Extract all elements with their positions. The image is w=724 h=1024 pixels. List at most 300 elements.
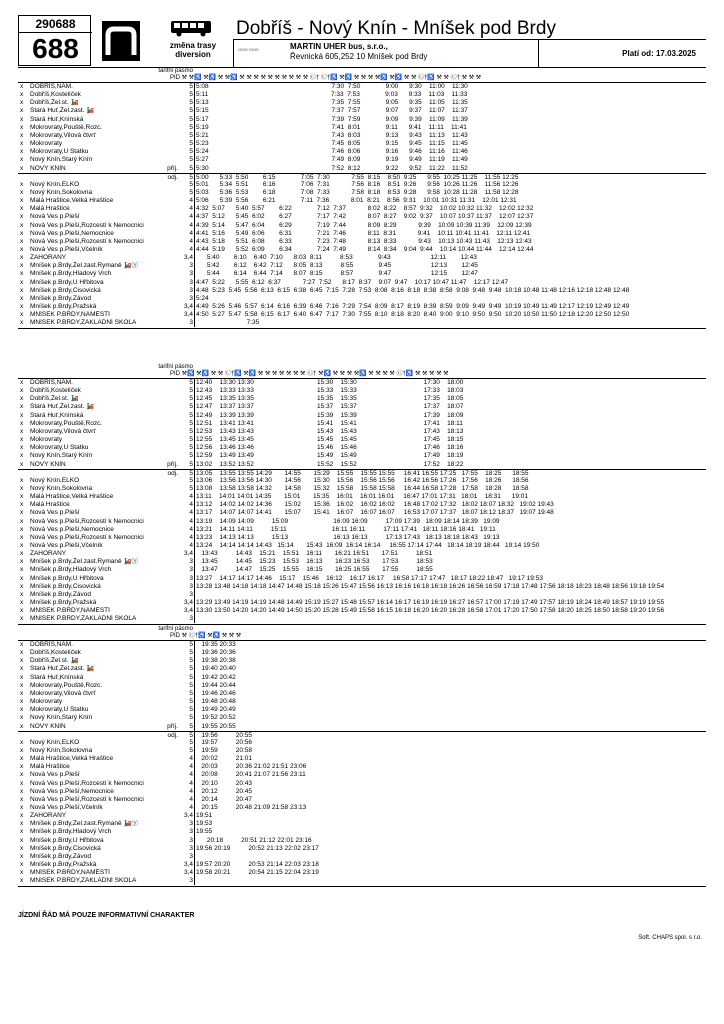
stop-row	[18, 428, 706, 436]
departure-times: 13:02 13:52 13:52 15:52 15:52 17:52 18:22	[196, 460, 464, 468]
stop-row	[18, 591, 706, 599]
stop-row	[18, 828, 706, 836]
stop-row	[18, 690, 706, 698]
departure-times: 13:47 14:47 15:25 15:55 16:15 16:25 16:55 17:55 18:55	[196, 566, 433, 574]
tariff-zone: 5	[189, 164, 193, 172]
service-symbols-header: PID ⚒♿ ⚒♿ ⚒ ⚒ Ⓒ†♿ ⚒♿ ⚒ ⚒ ⚒ ⚒ ⚒ ⚒ ⚒ Ⓒ† ⚒♿ ⚒ ⚒ ⚒ ⚒♿ ⚒ ⚒ ⚒ ⚒ Ⓒ†♿ ⚒ ⚒ ⚒ ⚒ ⚒	[170, 371, 449, 377]
stop-row	[18, 550, 706, 558]
stop-name: Dobříš,Kostelíček	[30, 387, 81, 395]
tariff-zone: 4	[189, 501, 193, 509]
stop-row	[18, 509, 706, 517]
stop-name: Nová Ves p.Pleší	[30, 509, 80, 517]
stop-name: Stará Huť,Žel.zast. 🚂	[30, 665, 95, 673]
request-stop-mark: x	[20, 590, 24, 598]
request-stop-mark: x	[20, 484, 24, 492]
departure-times: 20:12 20:45	[196, 787, 253, 795]
departure-times: 13:28 13:48 14:18 14:18 14:47 14:48 15:18 15:26 15:47 15:56 16:13 16:16 16:18 16:18 16:26 16:56 16:59 17:18 17:48 17:56 18:18 18:23 18:48 18:56 19:18 19:54	[196, 582, 665, 590]
arr-dep-label: příj.	[167, 164, 178, 172]
stop-row	[18, 477, 706, 485]
tariff-zone: 4	[189, 787, 193, 795]
departure-times: 5:42 6:12 6:42 7:12 8:05 8:13 8:55 9:45 12:13 12:45	[196, 262, 478, 270]
stop-row	[18, 723, 706, 731]
stop-row	[18, 837, 706, 845]
stop-row	[18, 788, 706, 796]
departure-times: 4:50 5:27 5:47 5:58 6:15 6:17 6:40 6:47 7:17 7:30 7:55 8:10 8:18 8:20 8:40 9:00 9:10 9:50 9:50 10:20 10:50 11:50 12:18 12:20 12:50 12:50	[196, 311, 630, 319]
stop-row	[18, 861, 706, 869]
departure-times: 5:19 7:41 8:01 9:11 9:41 11:11 11:41	[196, 123, 467, 131]
departure-times: 19:46 20:46	[196, 689, 236, 697]
tariff-zone: 5	[189, 673, 193, 681]
stop-row	[18, 420, 706, 428]
request-stop-mark: x	[20, 91, 24, 99]
stop-name: Mokrovraty,Vilová čtvrť	[30, 689, 96, 697]
stop-row	[18, 379, 706, 387]
tariff-zone: 5	[189, 99, 193, 107]
departure-times: 5:40 6:10 6:40 7:10 8:03 8:11 8:53 9:43 12:11 12:43	[196, 254, 477, 262]
carrier-name: MARTIN UHER bus, s.r.o.,	[290, 42, 388, 51]
tariff-zone: 5	[189, 379, 193, 386]
departure-times: 5:06 5:39 5:56 6:21 7:11 7:36 8:01 8:21 8:56 9:31 10:01 10:31 11:31 12:01 12:31	[196, 197, 517, 205]
stop-name: NOVÝ KNÍN	[30, 722, 66, 730]
request-stop-mark: x	[20, 657, 24, 665]
arr-dep-label: příj.	[167, 460, 178, 468]
departure-times: 12:43 13:33 13:33 15:33 15:33 17:33 18:03	[196, 387, 464, 395]
stop-row	[18, 763, 706, 771]
route-logo-icon	[102, 21, 140, 61]
stop-name: Mokrovraty,U Statku	[30, 148, 89, 156]
request-stop-mark: x	[20, 706, 24, 714]
tariff-zone-label: tarifní pásmo	[158, 364, 193, 370]
stop-row	[18, 444, 706, 452]
tariff-zone: 5	[189, 188, 193, 196]
stop-row	[18, 205, 706, 213]
departure-times: 5:24 7:46 8:06 9:16 9:46 11:16 11:46	[196, 148, 468, 156]
stop-name: Mníšek p.Brdy,Žel.zast.Rymaně 🚂Ⓢ	[30, 262, 139, 270]
service-symbols-header: PID ⚒ ⚒♿ ⚒♿ ⚒ ⚒♿ ⚒ ⚒ ⚒ ⚒ ⚒ ⚒ ⚒ ⚒ ⚒ ⚒ Ⓒ† Ⓒ†♿ ⚒♿ ⚒ ⚒ ⚒ ⚒♿ ⚒♿ ⚒ ⚒ Ⓒ†♿ ⚒ ⚒ Ⓒ† ⚒ ⚒ ⚒	[170, 75, 482, 81]
departure-times: 19:38 20:38	[196, 657, 236, 665]
departure-times: 13:30 13:50 14:20 14:20 14:49 14:50 15:20 15:28 15:49 15:58 16:15 16:18 16:20 16:20 16:28 16:58 17:01 17:20 17:50 17:58 18:20 18:25 18:50 18:58 19:20 19:56	[196, 607, 665, 615]
request-stop-mark: x	[20, 861, 24, 869]
tariff-zone: 3	[189, 270, 193, 278]
stop-row	[18, 436, 706, 444]
departure-times: 12:40 13:30 13:30 15:30 15:30 17:30 18:00	[196, 379, 464, 386]
request-stop-mark: x	[20, 205, 24, 213]
stop-row	[18, 132, 706, 140]
arr-dep-label: odj.	[167, 173, 178, 181]
stop-row	[18, 845, 706, 853]
tariff-zone: 4	[189, 533, 193, 541]
request-stop-mark: x	[20, 140, 24, 148]
stop-row	[18, 869, 706, 877]
request-stop-mark: x	[20, 755, 24, 763]
tariff-zone: 5	[189, 460, 193, 468]
stop-name: Nový Knín,Sokolovna	[30, 746, 93, 754]
stop-row	[18, 181, 706, 189]
request-stop-mark: x	[20, 649, 24, 657]
tariff-zone: 4	[189, 246, 193, 253]
request-stop-mark: x	[20, 436, 24, 444]
stop-name: Stará Huť,Knínská	[30, 411, 84, 419]
stop-name: Nový Knín,Starý Knín	[30, 156, 93, 164]
stop-name: Mokrovraty,Vilová čtvrť	[30, 427, 96, 435]
request-stop-mark: x	[20, 795, 24, 803]
stop-name: ZAHORANY	[30, 812, 67, 820]
request-stop-mark: x	[20, 771, 24, 779]
tariff-zone: 5	[189, 140, 193, 148]
request-stop-mark: x	[20, 542, 24, 549]
departure-times: 5:15 7:37 7:57 9:07 9:37 11:07 11:37	[196, 107, 468, 115]
stop-name: Malá Hraštice,Velká Hraštice	[30, 493, 114, 501]
request-stop-mark: x	[20, 673, 24, 681]
tariff-zone: 5	[189, 689, 193, 697]
header-divider	[538, 39, 539, 67]
request-stop-mark: x	[20, 763, 24, 771]
stop-name: Mokrovraty,Pouště,Rozc.	[30, 123, 103, 131]
disclaimer: JÍZDNÍ ŘÁD MÁ POUZE INFORMATIVNÍ CHARAKTER	[18, 912, 195, 919]
departure-times: 19:57 20:56	[196, 738, 253, 746]
departure-times: 4:49 5:26 5:46 5:57 6:14 6:16 6:39 6:46 7:16 7:29 7:54 8:09 8:17 8:19 8:39 8:59 9:09 9:49 9:49 10:19 10:49 11:49 12:17 12:19 12:49 12:49	[196, 303, 630, 311]
timetable-section	[18, 67, 706, 330]
request-stop-mark: x	[20, 131, 24, 139]
request-stop-mark: x	[20, 379, 24, 386]
tariff-zone: 3	[189, 615, 193, 623]
header-divider	[233, 39, 234, 67]
request-stop-mark: x	[20, 493, 24, 501]
tariff-zone: 3	[189, 294, 193, 302]
timetable-page	[18, 15, 706, 1015]
request-stop-mark: x	[20, 107, 24, 115]
timetable-section	[18, 625, 706, 888]
departure-times: 13:08 13:58 13:58 14:32 14:58 15:32 15:58 15:58 15:58 16:44 16:58 17:28 17:58 18:28 18:58	[196, 484, 529, 492]
stop-row	[18, 853, 706, 861]
stop-row	[18, 295, 706, 303]
tariff-zone: 5	[189, 722, 193, 730]
stop-name: Mokrovraty,Vilová čtvrť	[30, 131, 96, 139]
tariff-zone: 4	[189, 763, 193, 771]
departure-times: 4:37 5:12 5:45 6:02 6:27 7:17 7:42 8:07 8:27 9:02 9:37 10:07 10:37 11:37 12:07 12:37	[196, 213, 534, 221]
tariff-zone: 3	[189, 319, 193, 327]
stop-row	[18, 238, 706, 246]
departure-times: 19:52 20:52	[196, 714, 236, 722]
request-stop-mark: x	[20, 533, 24, 541]
request-stop-mark: x	[20, 115, 24, 123]
request-stop-mark: x	[20, 615, 24, 623]
request-stop-mark: x	[20, 452, 24, 460]
tariff-zone: 3	[189, 877, 193, 885]
tariff-zone: 5	[189, 107, 193, 115]
stop-name: MNÍŠEK P.BRDY,ZÁKLADNÍ ŠKOLA	[30, 615, 137, 623]
request-stop-mark: x	[20, 566, 24, 574]
departure-times: 19:36 20:36	[196, 649, 236, 657]
departure-times: 12:59 13:49 13:49 15:49 15:49 17:49 18:19	[196, 452, 464, 460]
departure-times: 4:32 5:07 5:40 5:57 6:22 7:12 7:37 8:02 8:22 8:57 9:32 10:02 10:32 11:32 12:02 12:32	[196, 205, 534, 213]
stop-name: Nový Knín,ELKO	[30, 738, 80, 746]
stop-name: Mokrovraty,U Statku	[30, 706, 89, 714]
tariff-zone: 3	[189, 558, 193, 566]
stop-name: Mokrovraty,U Statku	[30, 444, 89, 452]
tariff-zone: 3	[189, 820, 193, 828]
stop-name: ZAHORANY	[30, 254, 67, 262]
departure-times: 7:35	[196, 319, 260, 327]
arr-dep-label: odj.	[167, 469, 178, 477]
departure-times: 4:43 5:18 5:51 6:08 6:33 7:23 7:48 8:13 8:33 9:43 10:13 10:43 11:43 12:13 12:43	[196, 237, 532, 245]
tariff-zone-label: tarifní pásmo	[158, 626, 193, 632]
stop-name: Dobříš,Žel.st. 🚂	[30, 99, 79, 107]
request-stop-mark: x	[20, 582, 24, 590]
request-stop-mark: x	[20, 779, 24, 787]
tariff-zone: 4	[189, 237, 193, 245]
stop-name: Mokrovraty	[30, 698, 63, 706]
departure-times: 5:00 5:33 5:50 6:15 7:05 7:30 7:55 8:15 8:50 9:25 9:55 10:25 11:25 11:55 12:25	[196, 173, 519, 181]
stop-row	[18, 124, 706, 132]
departure-times: 13:05 13:55 13:55 14:29 14:55 15:29 15:55 15:55 15:55 16:41 16:55 17:25 17:55 18:25 18:55	[196, 469, 529, 477]
request-stop-mark: x	[20, 229, 24, 237]
stop-row	[18, 566, 706, 574]
stop-row	[18, 804, 706, 812]
stop-name: Stará Huť,Knínská	[30, 115, 84, 123]
stop-row	[18, 270, 706, 278]
departure-times: 20:08 20:41 21:07 21:56 23:11	[196, 771, 306, 779]
request-stop-mark: x	[20, 877, 24, 885]
stop-row	[18, 542, 706, 550]
stop-row	[18, 213, 706, 221]
stop-name: Nový Knín,Sokolovna	[30, 484, 93, 492]
stop-row	[18, 461, 706, 469]
tariff-zone: 3,4	[183, 303, 193, 311]
request-stop-mark: x	[20, 787, 24, 795]
stop-row	[18, 387, 706, 395]
request-stop-mark: x	[20, 558, 24, 566]
tariff-zone: 5	[189, 665, 193, 673]
tariff-zone: 3	[189, 590, 193, 598]
stop-name: Mníšek p.Brdy,Čisovická	[30, 286, 101, 294]
stop-name: Mníšek p.Brdy,Hladový Vrch	[30, 270, 112, 278]
stop-row	[18, 575, 706, 583]
stop-name: Malá Hraštice	[30, 763, 70, 771]
tariff-zone: 4	[189, 197, 193, 205]
tariff-zone: 3	[189, 278, 193, 286]
request-stop-mark: x	[20, 427, 24, 435]
request-stop-mark: x	[20, 599, 24, 607]
stop-name: Nový Knín,Starý Knín	[30, 452, 93, 460]
request-stop-mark: x	[20, 665, 24, 673]
stop-name: Mníšek p.Brdy,U Hřbitova	[30, 574, 104, 582]
tariff-zone: 5	[189, 436, 193, 444]
request-stop-mark: x	[20, 844, 24, 852]
tariff-zone: 3,4	[183, 861, 193, 869]
tariff-zone: 5	[189, 681, 193, 689]
tariff-zone: 5	[189, 411, 193, 419]
tariff-zone: 5	[189, 738, 193, 746]
tariff-zone: 4	[189, 771, 193, 779]
departure-times: 5:23 7:45 8:05 9:15 9:45 11:15 11:45	[196, 140, 468, 148]
tariff-zone: 3,4	[183, 254, 193, 262]
stop-row	[18, 99, 706, 107]
departure-times: 20:03 20:36 21:02 21:51 23:06	[196, 763, 307, 771]
departure-times: 4:47 5:22 5:55 6:12 6:37 7:27 7:52 8:17 8:37 9:07 9:47 10:17 10:47 11:47 12:17 12:47	[196, 278, 509, 286]
request-stop-mark: x	[20, 99, 24, 107]
carrier-info	[290, 42, 427, 62]
tariff-zone: 5	[189, 746, 193, 754]
request-stop-mark: x	[20, 869, 24, 877]
tariff-zone: 3	[189, 582, 193, 590]
stop-name: Malá Hraštice	[30, 205, 70, 213]
request-stop-mark: x	[20, 262, 24, 270]
tariff-zone: 4	[189, 542, 193, 549]
stop-row	[18, 311, 706, 319]
request-stop-mark: x	[20, 460, 24, 468]
tariff-zone: 5	[189, 173, 193, 181]
stop-row	[18, 780, 706, 788]
stop-row	[18, 116, 706, 124]
tariff-zone: 3	[189, 844, 193, 852]
departure-times: 13:27 14:17 14:17 14:46 15:17 15:46 16:12 16:17 16:17 16:58 17:17 17:47 18:17 18:22 18:47 19:17 19:53	[196, 574, 543, 582]
stop-name: Mokrovraty	[30, 140, 63, 148]
stop-row	[18, 518, 706, 526]
service-symbols-header: PID ⚒ Ⓒ†♿ ⚒♿ ⚒ ⚒ ⚒	[170, 633, 242, 639]
stop-row	[18, 165, 706, 173]
stop-row	[18, 279, 706, 287]
departure-times: 13:06 13:56 13:56 14:30 14:56 15:30 15:56 15:56 15:56 16:42 16:56 17:26 17:56 18:26 18:56	[196, 476, 529, 484]
request-stop-mark: x	[20, 525, 24, 533]
stop-name: Mníšek p.Brdy,Hladový Vrch	[30, 566, 112, 574]
stop-name: Dobříš,Žel.st. 🚂	[30, 395, 79, 403]
stop-name: Nový Knín,Starý Knín	[30, 714, 93, 722]
stop-name: Nová Ves p.Pleší,Rozcestí k Nemocnici	[30, 533, 144, 541]
stop-row	[18, 287, 706, 295]
departure-times: 19:55 20:55	[196, 722, 236, 730]
tariff-zone: 3,4	[183, 599, 193, 607]
request-stop-mark: x	[20, 123, 24, 131]
section-rule	[18, 328, 706, 329]
stop-row	[18, 403, 706, 411]
request-stop-mark: x	[20, 278, 24, 286]
stop-row	[18, 674, 706, 682]
stop-name: ZAHORANY	[30, 550, 67, 558]
stop-name: Nový Knín,ELKO	[30, 476, 80, 484]
request-stop-mark: x	[20, 714, 24, 722]
request-stop-mark: x	[20, 319, 24, 327]
stop-name: Stará Huť,Žel.zast. 🚂	[30, 403, 95, 411]
stop-name: Dobříš,Žel.st. 🚂	[30, 657, 79, 665]
request-stop-mark: x	[20, 237, 24, 245]
request-stop-mark: x	[20, 286, 24, 294]
request-stop-mark: x	[20, 607, 24, 615]
request-stop-mark: x	[20, 820, 24, 828]
mini-logo-text: ODIS ODIS	[238, 47, 259, 52]
request-stop-mark: x	[20, 303, 24, 311]
tariff-zone: 4	[189, 221, 193, 229]
line-number-small: 290688	[19, 17, 92, 33]
stop-row	[18, 558, 706, 566]
tariff-zone: 5	[189, 698, 193, 706]
stop-name: MNÍŠEK P.BRDY,ZÁKLADNÍ ŠKOLA	[30, 877, 137, 885]
stop-name: Nová Ves p.Pleší,Rozcestí k Nemocnici	[30, 795, 144, 803]
tariff-zone: 5	[189, 731, 193, 739]
departure-times: 12:49 13:39 13:39 15:39 15:39 17:39 18:09	[196, 411, 464, 419]
stop-row	[18, 262, 706, 270]
stop-row	[18, 812, 706, 820]
tariff-zone: 5	[189, 476, 193, 484]
tariff-zone: 3	[189, 262, 193, 270]
request-stop-mark: x	[20, 444, 24, 452]
stop-name: Mníšek p.Brdy,Závod	[30, 852, 91, 860]
line-number-big: 688	[32, 33, 79, 64]
tariff-zone: 3,4	[183, 869, 193, 877]
departure-times: 5:13 7:35 7:55 9:05 9:35 11:05 11:35	[196, 99, 468, 107]
departure-times: 12:45 13:35 13:35 15:35 15:35 17:35 18:05	[196, 395, 464, 403]
tariff-zone: 4	[189, 755, 193, 763]
stop-row	[18, 107, 706, 115]
departure-times: 13:17 14:07 14:07 14:41 15:07 15:41 16:07 16:07 16:07 16:53 17:07 17:37 18:07 18:12 18:37 19:07 19:48	[196, 509, 554, 517]
departure-times: 19:55	[196, 828, 213, 836]
tariff-zone: 5	[189, 657, 193, 665]
stop-row	[18, 148, 706, 156]
tariff-zone: 5	[189, 148, 193, 156]
tariff-zone: 4	[189, 795, 193, 803]
request-stop-mark: x	[20, 550, 24, 558]
stop-name: Nový Knín,ELKO	[30, 180, 80, 188]
timetable-header	[18, 15, 706, 68]
departure-times: 19:49 20:49	[196, 706, 236, 714]
stop-row	[18, 230, 706, 238]
departure-times: 5:03 5:36 5:53 6:18 7:08 7:33 7:58 8:18 8:53 9:28 9:58 10:28 11:28 11:58 12:28	[196, 188, 519, 196]
departure-times: 19:56 20:19 20:52 21:13 22:02 23:17	[196, 844, 319, 852]
request-stop-mark: x	[20, 221, 24, 229]
request-stop-mark: x	[20, 294, 24, 302]
stop-row	[18, 493, 706, 501]
request-stop-mark: x	[20, 395, 24, 403]
stop-name: DOBŘÍŠ,NÁM.	[30, 641, 73, 648]
stop-row	[18, 657, 706, 665]
stop-row	[18, 189, 706, 197]
stop-row	[18, 706, 706, 714]
departure-times: 5:21 7:43 8:03 9:13 9:43 11:13 11:43	[196, 131, 468, 139]
departure-times: 13:43 14:43 15:21 15:51 16:11 16:21 16:51 17:51 18:51	[196, 550, 433, 558]
stop-row	[18, 607, 706, 615]
stop-row	[18, 641, 706, 649]
request-stop-mark: x	[20, 689, 24, 697]
tariff-zone: 5	[189, 469, 193, 477]
request-stop-mark: x	[20, 738, 24, 746]
departure-times: 12:55 13:45 13:45 15:45 15:45 17:45 18:15	[196, 436, 464, 444]
request-stop-mark: x	[20, 419, 24, 427]
departure-times: 19:48 20:48	[196, 698, 236, 706]
departure-times: 20:10 20:43	[196, 779, 253, 787]
stop-name: Nová Ves p.Pleší,Rozcestí k Nemocnici	[30, 221, 144, 229]
stop-name: Nová Ves p.Pleší	[30, 213, 80, 221]
stop-row	[18, 714, 706, 722]
request-stop-mark: x	[20, 517, 24, 525]
stop-row	[18, 877, 706, 885]
stop-row	[18, 246, 706, 254]
request-stop-mark: x	[20, 213, 24, 221]
tariff-zone: 5	[189, 403, 193, 411]
departure-times: 19:57 20:20 20:53 21:14 22:03 23:18	[196, 861, 319, 869]
stop-name: Dobříš,Kostelíček	[30, 91, 81, 99]
tariff-zone: 5	[189, 83, 193, 90]
request-stop-mark: x	[20, 828, 24, 836]
stop-name: Malá Hraštice	[30, 501, 70, 509]
tariff-zone: 3	[189, 852, 193, 860]
departure-times: 13:23 14:13 14:13 15:13 16:13 16:13 17:13 17:43 18:13 18:18 18:43 19:13	[196, 533, 500, 541]
departure-times: 20:15 20:48 21:09 21:58 23:13	[196, 804, 307, 811]
stop-name: Mníšek p.Brdy,U Hřbitova	[30, 836, 104, 844]
software-credit: Soft. CHAPS spol. s r.o.	[638, 935, 702, 941]
departure-times: 4:39 5:14 5:47 6:04 6:29 7:19 7:44 8:09 8:29 9:39 10:09 10:39 11:39 12:09 12:39	[196, 221, 532, 229]
tariff-zone: 5	[189, 427, 193, 435]
stop-name: DOBŘÍŠ,NÁM.	[30, 379, 73, 386]
